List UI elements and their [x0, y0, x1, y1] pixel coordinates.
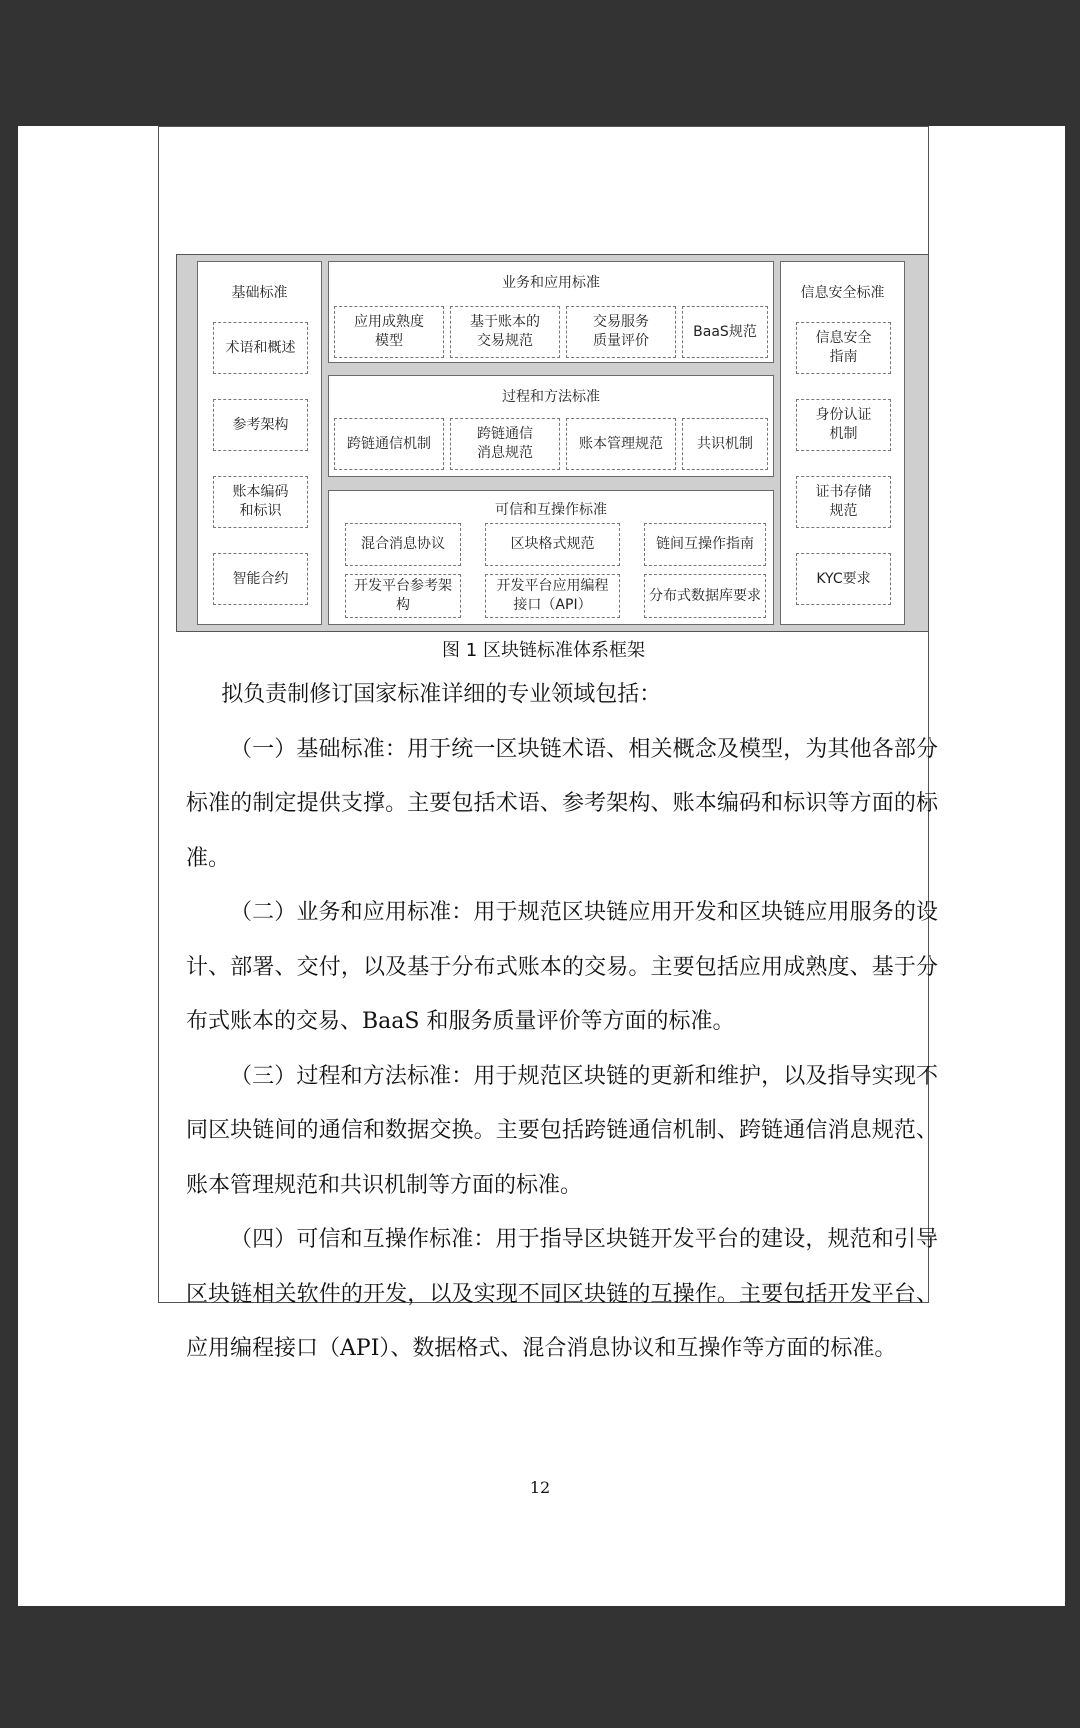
basic-standards-panel: [197, 261, 322, 625]
body-text: [186, 668, 938, 1377]
process-item-ledger-management: 账本管理规范: [566, 418, 676, 470]
process-standards-title: 过程和方法标准: [502, 389, 600, 405]
basic-item-reference-architecture: 参考架构: [213, 399, 308, 451]
business-item-maturity-model: 应用成熟度 模型: [334, 306, 444, 358]
standards-framework-diagram: [176, 254, 929, 632]
basic-item-terminology: 术语和概述: [213, 322, 308, 374]
intro-paragraph: 拟负责制修订国家标准详细的专业领域包括：: [221, 682, 662, 707]
trust-standards-title: 可信和互操作标准: [495, 502, 607, 518]
paragraph-business: （二）业务和应用标准：用于规范区块链应用开发和区块链应用服务的设计、部署、交付，以及基于分布式账本的交易。主要包括应用成熟度、基于分布式账本的交易、BaaS 和服务质量评价等方面的标准。: [186, 900, 938, 1034]
trust-standards-panel: [328, 490, 774, 625]
business-standards-panel: [328, 261, 774, 363]
process-item-consensus: 共识机制: [682, 418, 768, 470]
security-item-authentication: 身份认证 机制: [796, 399, 891, 451]
trust-item-distributed-db: 分布式数据库要求: [644, 574, 766, 618]
trust-item-hybrid-message: 混合消息协议: [345, 523, 461, 566]
security-item-guide: 信息安全 指南: [796, 322, 891, 374]
trust-item-dev-platform-api: 开发平台应用编程 接口（API）: [485, 574, 620, 618]
paragraph-process: （三）过程和方法标准：用于规范区块链的更新和维护，以及指导实现不同区块链间的通信和数据交换。主要包括跨链通信机制、跨链通信消息规范、账本管理规范和共识机制等方面的标准。: [186, 1063, 938, 1198]
trust-item-interop-guide: 链间互操作指南: [644, 523, 766, 566]
security-item-kyc: KYC要求: [796, 553, 891, 605]
business-item-service-quality: 交易服务 质量评价: [566, 306, 676, 358]
basic-item-smart-contract: 智能合约: [213, 553, 308, 605]
trust-item-dev-platform-arch: 开发平台参考架 构: [345, 574, 461, 618]
business-item-baas: BaaS规范: [682, 306, 768, 358]
paragraph-trust: （四）可信和互操作标准：用于指导区块链开发平台的建设，规范和引导区块链相关软件的开发，以及实现不同区块链的互操作。主要包括开发平台、应用编程接口（API）、数据格式、混合消息协议和互操作等方面的标准。: [186, 1227, 938, 1361]
process-item-crosschain-mechanism: 跨链通信机制: [334, 418, 444, 470]
process-standards-panel: [328, 375, 774, 477]
trust-item-block-format: 区块格式规范: [485, 523, 620, 566]
security-standards-title: 信息安全标准: [800, 285, 885, 301]
basic-item-ledger-coding: 账本编码 和标识: [213, 476, 308, 528]
process-item-crosschain-message: 跨链通信 消息规范: [450, 418, 560, 470]
basic-standards-title: 基础标准: [231, 285, 288, 301]
security-item-certificate-storage: 证书存储 规范: [796, 476, 891, 528]
paragraph-basic: （一）基础标准：用于统一区块链术语、相关概念及模型，为其他各部分标准的制定提供支撑。主要包括术语、参考架构、账本编码和标识等方面的标准。: [186, 736, 938, 871]
security-standards-panel: [780, 261, 905, 625]
business-standards-title: 业务和应用标准: [502, 275, 600, 291]
business-item-ledger-transaction: 基于账本的 交易规范: [450, 306, 560, 358]
page-number: 12: [529, 1478, 551, 1497]
figure-caption: 图 1 区块链标准体系框架: [442, 640, 645, 661]
